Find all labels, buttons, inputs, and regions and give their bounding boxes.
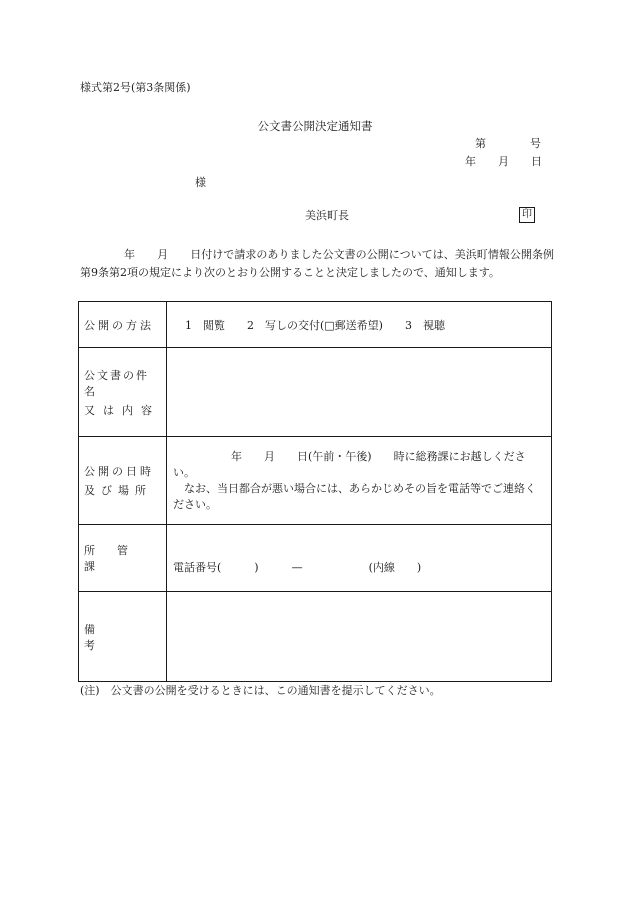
subject-label-line-1: 公文書の件名	[84, 368, 149, 398]
issuer-name: 美浜町長	[305, 209, 349, 222]
subject-label-cell	[79, 348, 167, 437]
dept-label-cell	[79, 525, 167, 592]
subject-row	[79, 348, 552, 437]
remarks-label: 備考	[84, 622, 149, 652]
remarks-row	[79, 592, 552, 682]
notice-body	[80, 246, 554, 281]
method-value: 1 閲覧 2 写しの交付(□郵送希望) 3 視聴	[185, 318, 445, 332]
datetime-value-line-2: なお、当日都合が悪い場合には、あらかじめその旨を電話等でご連絡ください。	[173, 481, 536, 511]
method-row	[79, 302, 552, 348]
datetime-row	[79, 437, 552, 525]
seal-mark: 印	[519, 207, 535, 223]
method-label-cell	[79, 302, 167, 348]
method-value-cell	[167, 302, 552, 348]
datetime-value-line-1: 年 月 日(午前・午後) 時に総務課にお越しください。	[173, 449, 526, 479]
addressee-suffix: 様	[195, 176, 206, 189]
remarks-label-cell	[79, 592, 167, 682]
disclosure-table	[78, 301, 552, 682]
notice-body-text: 年 月 日付けで請求のありました公文書の公開については、美浜町情報公開条例第9条第2項の規定により次のとおり公開することと決定しましたので、通知します。	[80, 248, 554, 279]
datetime-label-line-1: 公開の日時	[84, 465, 154, 478]
footer-note: (注) 公文書の公開を受けるときには、この通知書を提示してください。	[80, 684, 441, 697]
dept-value-cell	[167, 525, 552, 592]
subject-value-cell	[167, 348, 552, 437]
datetime-label-line-2: 及び場所	[84, 484, 152, 497]
datetime-label-cell	[79, 437, 167, 525]
document-date: 年 月 日	[465, 155, 542, 168]
document-number: 第 号	[475, 137, 541, 150]
form-number: 様式第2号(第3条関係)	[80, 81, 191, 94]
method-label: 公開の方法	[84, 318, 154, 332]
dept-label: 所管課	[84, 544, 150, 573]
subject-label-line-2: 又は内容	[84, 403, 160, 417]
document-title: 公文書公開決定通知書	[257, 119, 373, 133]
remarks-value-cell	[167, 592, 552, 682]
dept-row	[79, 525, 552, 592]
datetime-value-cell	[167, 437, 552, 525]
dept-value: 電話番号( ) — (内線 )	[173, 561, 422, 574]
